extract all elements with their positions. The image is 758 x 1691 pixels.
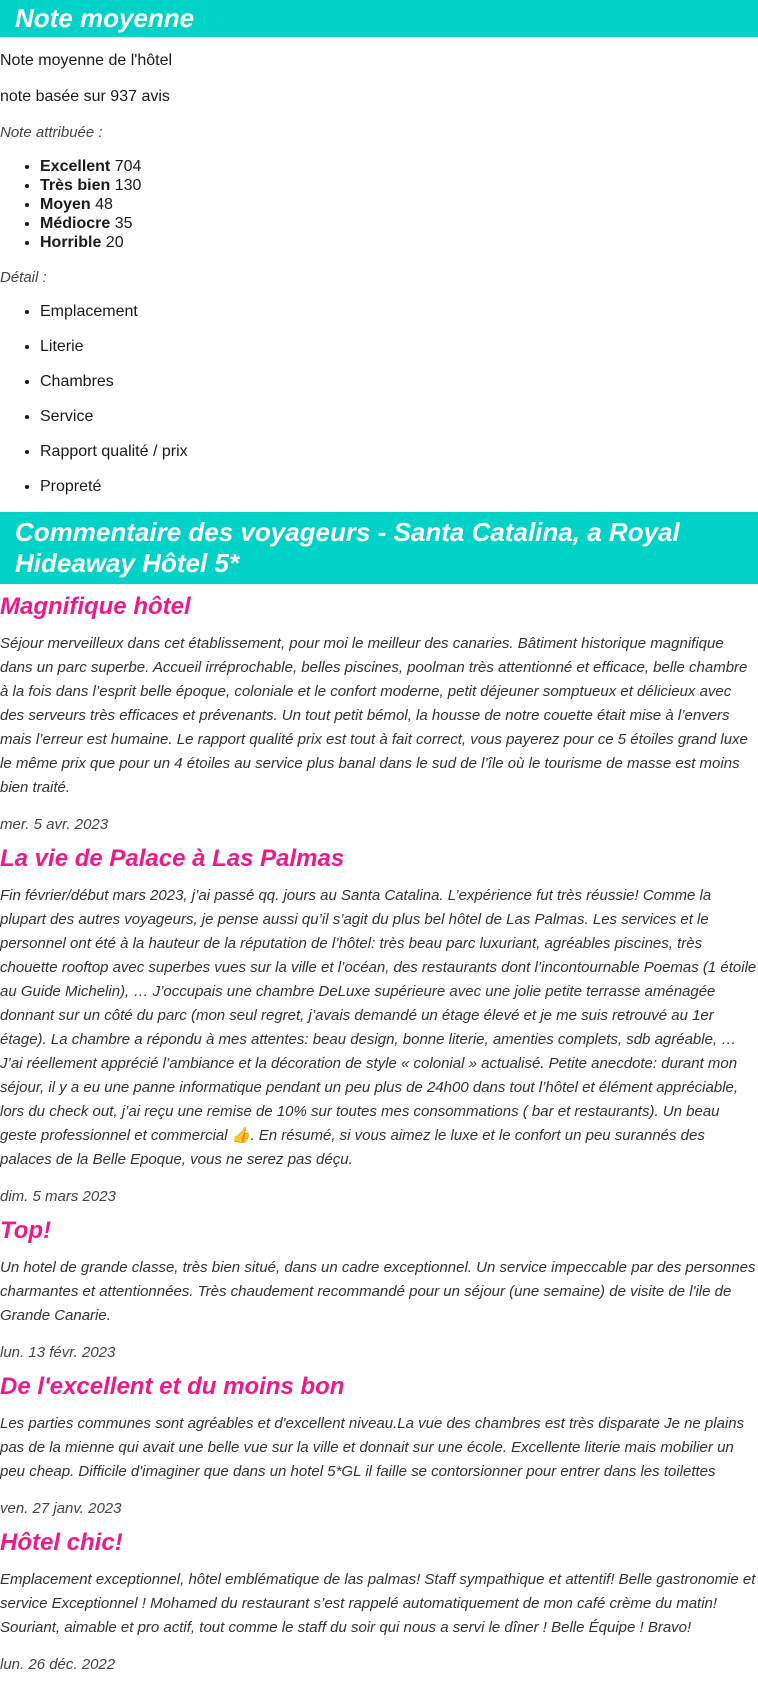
rating-count: 48 [95, 196, 113, 213]
review-title: De l'excellent et du moins bon [0, 1373, 345, 1400]
review-title: Magnifique hôtel [0, 593, 191, 620]
review-body: Fin février/début mars 2023, j’ai passé qq. jours au Santa Catalina. L’expérience fut très réussie! Comme la plupart des autres voyageurs, je pense aussi qu’il s’agit du plus bel hôtel de Las Palmas. Les services et le personnel ont été à la hauteur de la réputation de l’hôtel: très beau parc luxuriant, agréables piscines, très chouette rooftop avec superbes vues sur la ville et l’océan, des restaurants dont l’incontournable Poemas (1 étoile au Guide Michelin), … J’occupais une chambre DeLuxe supérieure avec une jolie petite terrasse aménagée donnant sur un côté du parc (mon seul regret, j’avais demandé un étage élevé et je me suis retrouvé au 1er étage). La chambre a répondu à mes attentes: beau design, bonne literie, amenties complets, sdb agréable, … J’ai réellement apprécié l’ambiance et la décoration de style « colonial » actualisé. Petite anecdote: durant mon séjour, il y a eu une panne informatique pendant un peu plus de 24h00 dans tout l’hôtel et élément appréciable, lors du check out, j’ai reçu une remise de 10% sur toutes mes consommations ( bar et restaurants). Un beau geste professionnel et commercial 👍. En résumé, si vous aimez le luxe et le confort un peu surannés des palaces de la Belle Epoque, vous ne serez pas déçu. [0, 887, 757, 1168]
average-rating-heading: Note moyenne [0, 0, 758, 37]
detail-item-rapport-qualite-prix: • Rapport qualité / prix [40, 442, 758, 461]
rating-label: Excellent [40, 158, 111, 175]
details-list [0, 302, 758, 496]
review [0, 1372, 758, 1520]
review-date: lun. 13 févr. 2023 [0, 1344, 116, 1361]
rating-label: Médiocre [40, 215, 111, 232]
rating-count: 704 [114, 158, 142, 175]
review-date: lun. 26 déc. 2022 [0, 1656, 116, 1673]
review-title: La vie de Palace à Las Palmas [0, 845, 345, 872]
rating-item [40, 195, 758, 214]
detail-item-proprete: • Propreté [40, 477, 758, 496]
review-date: dim. 5 mars 2023 [0, 1188, 116, 1205]
review-body: Séjour merveilleux dans cet établissement, pour moi le meilleur des canaries. Bâtiment historique magnifique dans un parc superbe. Accueil irréprochable, belles piscines, poolman très attentionné et efficace, belle chambre à la fois dans l’esprit belle époque, coloniale et le confort moderne, petit déjeuner somptueux et délicieux avec des serveurs très efficaces et prévenants. Un tout petit bémol, la housse de notre couette était mise à l’envers mais l’erreur est humaine. Le rapport qualité prix est tout à fait correct, vous payerez pour ce 5 étoiles grand luxe le même prix que pour un 4 étoiles au service plus banal dans le sud de l’île où le tourisme de masse est moins bien traité. [0, 635, 748, 796]
rating-label: Très bien [40, 177, 111, 194]
review-title: Top! [0, 1217, 52, 1244]
detail-item-service: • Service [40, 407, 758, 426]
detail-item-literie: • Literie [40, 337, 758, 356]
detail-item-chambres: • Chambres [40, 372, 758, 391]
ratings-label: Note attribuée : [0, 124, 103, 141]
rating-item [40, 233, 758, 252]
reviews-heading: Commentaire des voyageurs - Santa Catalina, a Royal Hideaway Hôtel 5* [0, 512, 758, 584]
review [0, 1216, 758, 1364]
review-date: ven. 27 janv. 2023 [0, 1500, 122, 1517]
rating-count: 35 [114, 215, 133, 232]
review [0, 592, 758, 836]
rating-count: 20 [105, 234, 124, 251]
detail-item-emplacement: • Emplacement [40, 302, 758, 321]
review-body: Les parties communes sont agréables et d'excellent niveau.La vue des chambres est très disparate Je ne plains pas de la mienne qui avait une belle vue sur la ville et donnait sur une école. Excellente literie mais mobilier un peu cheap. Difficile d'imaginer que dans un hotel 5*GL il faille se contorsionner pour entrer dans les toilettes [0, 1415, 745, 1480]
review-date: mer. 5 avr. 2023 [0, 816, 109, 833]
ratings-list [0, 157, 758, 252]
rating-item [40, 214, 758, 233]
review [0, 844, 758, 1208]
rating-item [40, 176, 758, 195]
rating-count: 130 [114, 177, 142, 194]
rating-label: Horrible [40, 234, 102, 251]
reviews-count: note basée sur 937 avis [0, 88, 170, 105]
detail-label: Détail : [0, 269, 47, 286]
review [0, 1528, 758, 1676]
review-title: Hôtel chic! [0, 1529, 123, 1556]
review-body: Emplacement exceptionnel, hôtel emblématique de las palmas! Staff sympathique et attentif! Belle gastronomie et service Exceptionnel ! Mohamed du restaurant s’est rappelé automatiquement de mon café crème du matin! Souriant, aimable et pro actif, tout comme le staff du soir qui nous a servi le dîner ! Belle Équipe ! Bravo! [0, 1571, 756, 1636]
average-rating-label: Note moyenne de l'hôtel [0, 52, 173, 69]
rating-item [40, 157, 758, 176]
review-body: Un hotel de grande classe, très bien situé, dans un cadre exceptionnel. Un service impeccable par des personnes charmantes et attentionnées. Très chaudement recommandé pour un séjour (une semaine) de visite de l'ile de Grande Canarie. [0, 1259, 756, 1324]
rating-label: Moyen [40, 196, 91, 213]
